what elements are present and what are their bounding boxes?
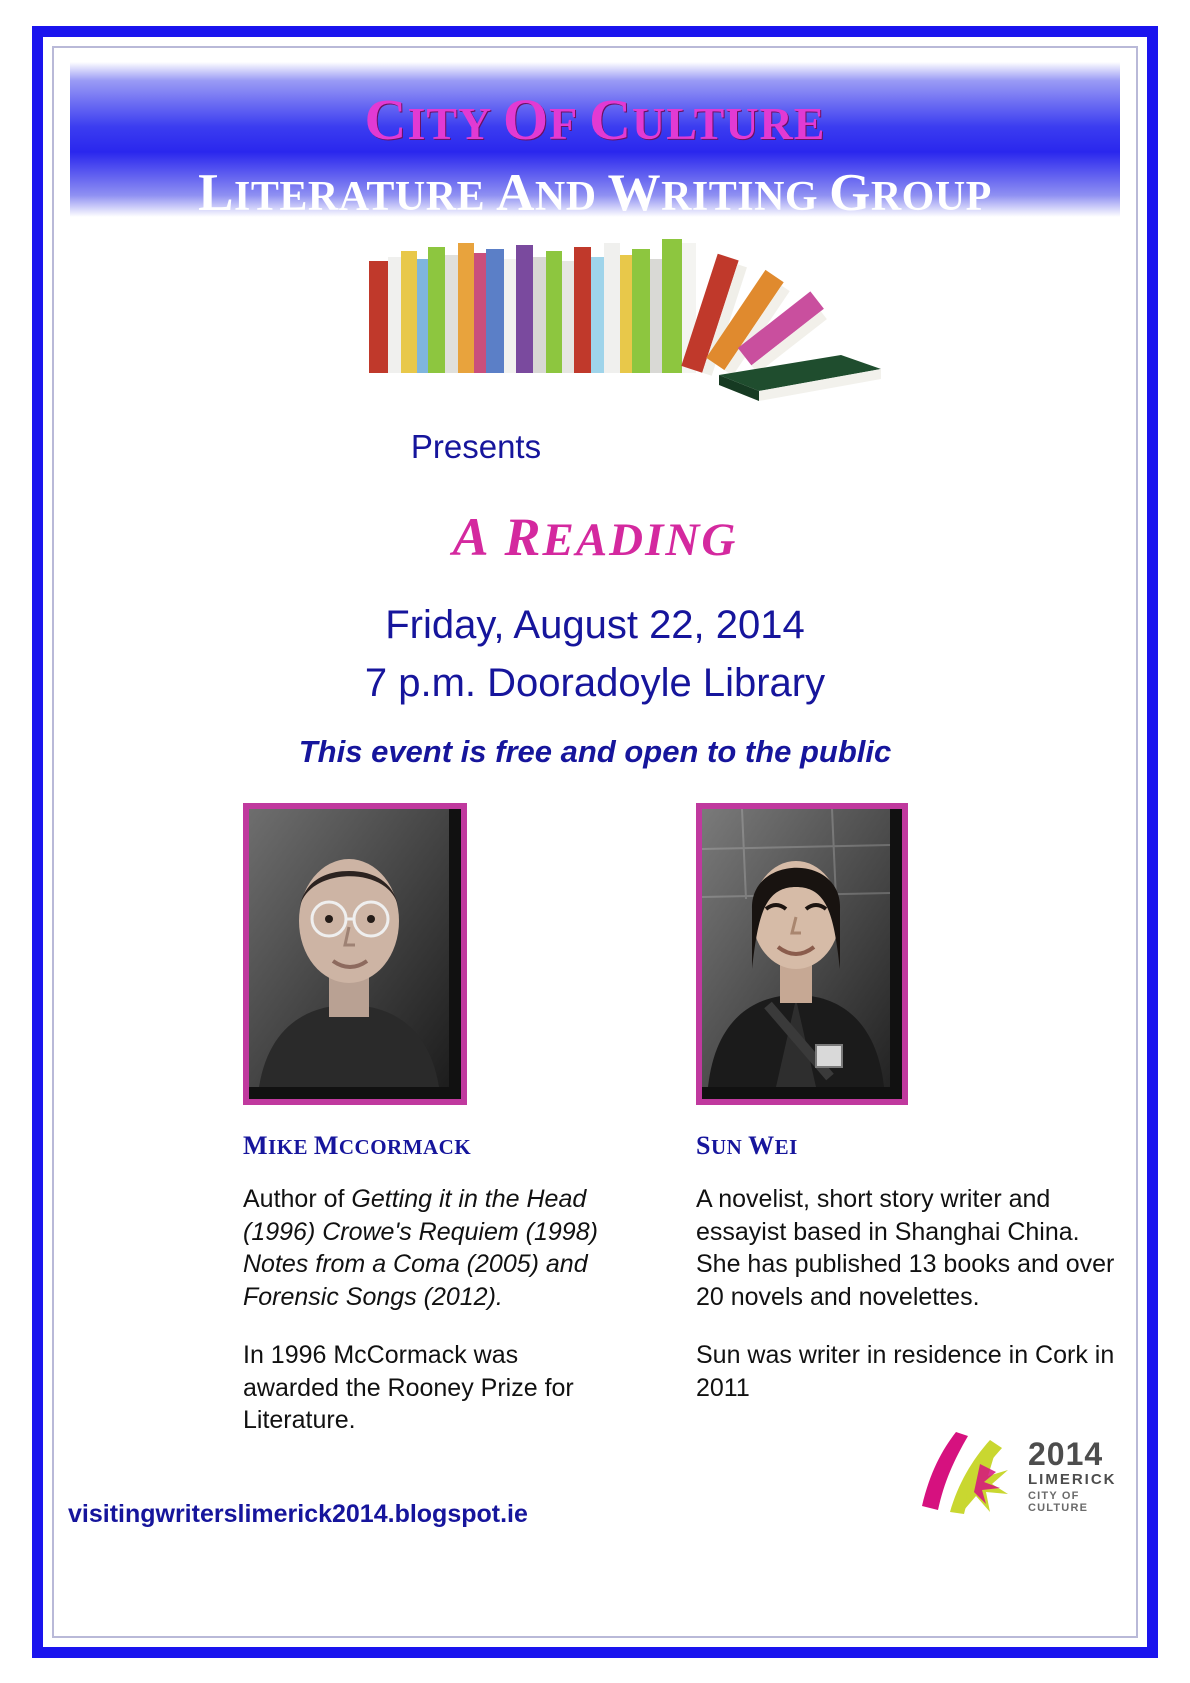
blog-url-link[interactable]: visitingwriterslimerick2014.blogspot.ie [68, 1500, 528, 1528]
bio-titles: Getting it in the Head (1996) Crowe's Requiem (1998) Notes from a Coma (2005) and Forensic Songs (2012). [243, 1185, 598, 1311]
author-bio-paragraph-1 [243, 1183, 615, 1313]
author-bio-mike-mccormack [243, 1183, 615, 1437]
event-date: Friday, August 22, 2014 [385, 603, 805, 647]
limerick-city-of-culture-logo [916, 1426, 1116, 1526]
author-name-mike-mccormack: MIKE MCCORMACK [243, 1131, 472, 1160]
author-name-sun-wei: SUN WEI [696, 1131, 798, 1160]
event-datetime [66, 596, 1124, 712]
banner-title-text: CITY OF CULTURE [364, 87, 826, 152]
author-bio-paragraph-2: In 1996 McCormack was awarded the Rooney Prize for Literature. [243, 1341, 574, 1434]
banner-subtitle-text: LITERATURE AND WRITING GROUP [198, 164, 992, 222]
event-title: A READING [452, 507, 738, 567]
author-bio-paragraph-2: Sun was writer in residence in Cork in 2011 [696, 1341, 1115, 1402]
portrait-icon [249, 809, 449, 1087]
author-photo-sun-wei [696, 803, 908, 1105]
banner-subtitle-group [70, 163, 1120, 223]
portrait-icon [702, 809, 890, 1087]
logo-subtitle: CITY OF CULTURE [1028, 1490, 1089, 1514]
poster-content [66, 58, 1124, 1626]
author-bio-sun-wei [696, 1183, 1116, 1404]
free-admission-notice: This event is free and open to the public [298, 734, 892, 769]
presents-label: Presents [410, 428, 542, 465]
logo-city: LIMERICK [1028, 1471, 1117, 1488]
author-block-sun-wei [646, 803, 1115, 1430]
books-icon [321, 233, 901, 408]
books-illustration [321, 233, 901, 408]
author-block-mike-mccormack [181, 803, 598, 1463]
bio-prefix: Author of [243, 1185, 352, 1213]
event-venue: 7 p.m. Dooradoyle Library [364, 661, 826, 705]
author-bio-paragraph-1: A novelist, short story writer and essayist based in Shanghai China. She has published 13 books and over 20 novels and novelettes. [696, 1185, 1115, 1311]
author-photo-mike-mccormack [243, 803, 467, 1105]
limerick-logo-icon [916, 1426, 1026, 1522]
header-banner [70, 62, 1120, 222]
banner-title-city-of-culture [70, 86, 1120, 153]
logo-year: 2014 [1028, 1436, 1104, 1472]
